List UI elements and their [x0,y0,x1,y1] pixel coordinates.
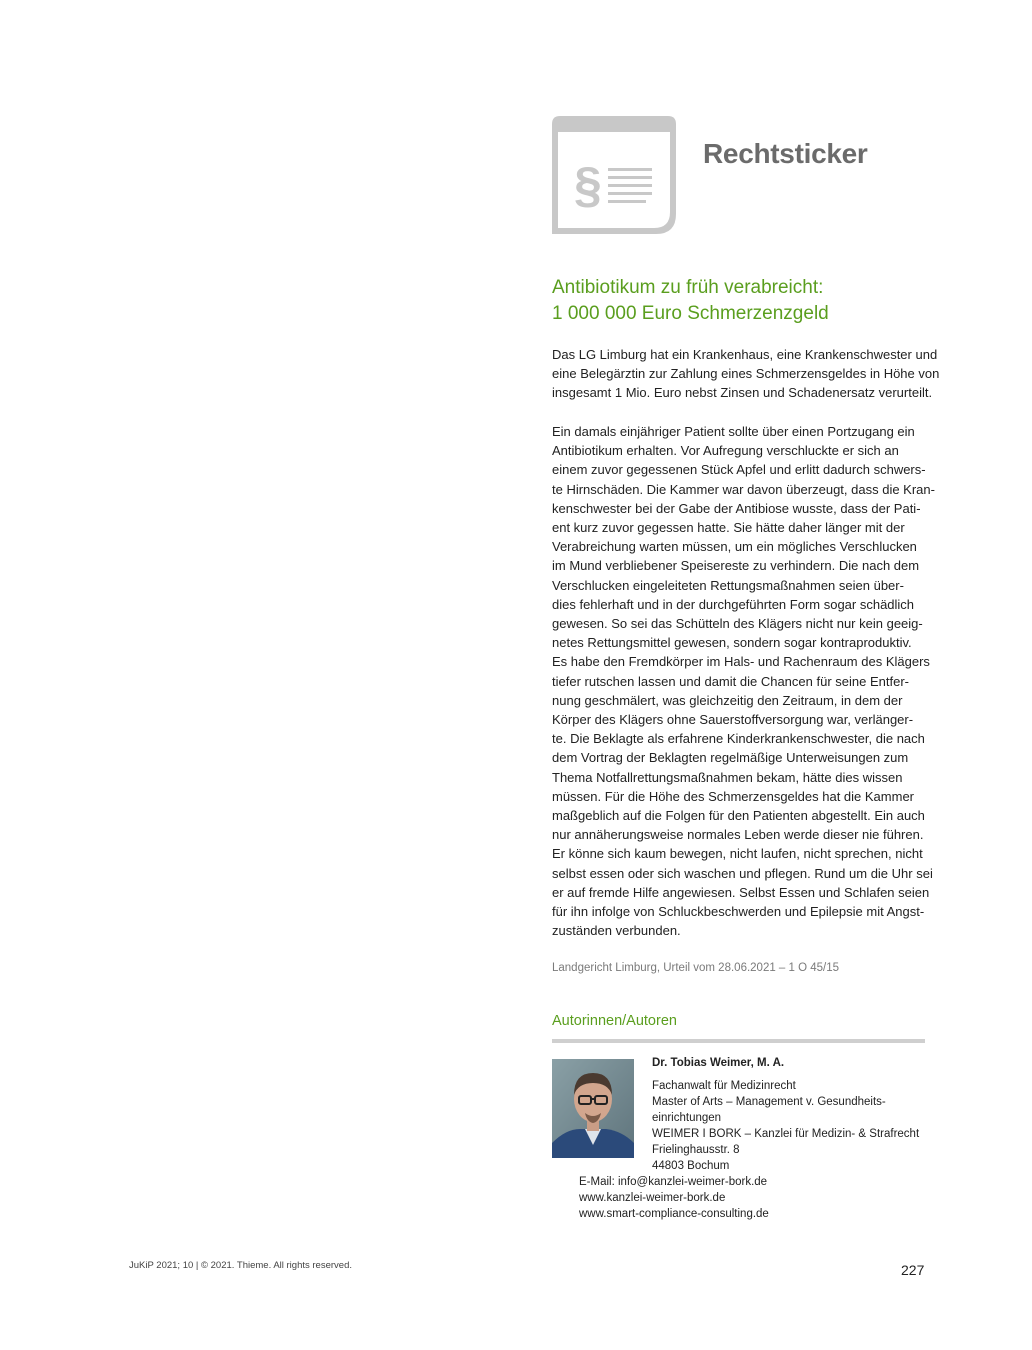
author-info-line: 44803 Bochum [652,1160,730,1172]
paragraph-line: kenschwester bei der Gabe der Antibiose wusste, dass der Pati- [552,500,921,516]
authors-divider [552,1039,925,1043]
paragraph-line: ent kurz zuvor gegessen hatte. Sie hätte daher länger mit der [552,520,905,536]
article-paragraph-body [552,422,935,940]
paragraph-line: für ihn infolge von Schluckbeschwerden und Epilepsie mit Angst- [552,904,925,920]
author-name: Dr. Tobias Weimer, M. A. [652,1057,785,1069]
article-paragraph-intro [552,345,940,403]
author-info-line: Frielinghausstr. 8 [652,1144,740,1156]
paragraph-line: Das LG Limburg hat ein Krankenhaus, eine Krankenschwester und [552,347,938,362]
authors-heading: Autorinnen/Autoren [552,1013,677,1029]
paragraph-line: nur annäherungsweise normales Leben werde dieser nie führen. [552,827,924,843]
author-info-line: Fachanwalt für Medizinrecht [652,1080,796,1092]
author-info-line: Master of Arts – Management v. Gesundheits- [652,1096,886,1108]
author-info [652,1078,919,1174]
paragraph-line: dies fehlerhaft und in der durchgeführten Form sogar schädlich [552,596,915,612]
paragraph-line: Ein damals einjähriger Patient sollte über einen Portzugang ein [552,424,915,439]
author-contact-line: E-Mail: info@kanzlei-weimer-bork.de [579,1176,768,1188]
paragraph-line: Verschlucken eingeleiteten Rettungsmaßnahmen seien über- [552,577,904,593]
headline-line: Antibiotikum zu früh verabreicht: [552,277,824,298]
paragraph-line: Er könne sich kaum bewegen, nicht laufen, nicht sprechen, nicht [552,846,923,862]
page-number: 227 [901,1262,925,1278]
author-contact-line: www.kanzlei-weimer-bork.de [579,1192,726,1204]
paragraph-line: Es habe den Fremdkörper im Hals- und Rachenraum des Klägers [552,654,930,670]
paragraph-line: Körper des Klägers ohne Sauerstoffversorgung war, verlänger- [552,712,914,728]
paragraph-line: te. Die Beklagte als erfahrene Kinderkrankenschwester, die nach [552,731,925,747]
paragraph-line: dem Vortrag der Beklagten regelmäßige Unterweisungen zum [552,750,909,766]
section-title: Rechtsticker [703,138,868,169]
paragraph-line: Thema Notfallrettungsmaßnahmen bekam, hätte dies wissen [552,769,903,785]
article-headline [552,275,932,327]
paragraph-line: te Hirnschäden. Die Kammer war davon überzeugt, dass die Kran- [552,481,935,497]
paragraph-line: müssen. Für die Höhe des Schmerzensgeldes hat die Kammer [552,788,915,804]
paragraph-line: im Mund verbliebener Speisereste zu verhindern. Die nach dem [552,558,920,574]
paragraph-line: zuständen verbunden. [552,923,681,939]
author-info-line: einrichtungen [652,1112,722,1124]
author-info-line: WEIMER I BORK – Kanzlei für Medizin- & Strafrecht [652,1128,920,1140]
court-citation: Landgericht Limburg, Urteil vom 28.06.2021 – 1 O 45/15 [552,962,840,974]
paragraph-line: tiefer rutschen lassen und damit die Chancen für seine Entfer- [552,673,909,689]
paragraph-line: gewesen. So sei das Schütteln des Klägers nicht nur kein geeig- [552,616,923,632]
paragraph-line: Antibiotikum erhalten. Vor Aufregung verschluckte er sich an [552,443,899,459]
paragraph-symbol: § [574,157,602,213]
author-contact-line: www.smart-compliance-consulting.de [579,1208,769,1220]
paragraph-line: eine Belegärztin zur Zahlung eines Schmerzensgeldes in Höhe von [552,366,940,382]
paragraph-line: nung geschmälert, was gleichzeitig den Zeitraum, in dem der [552,692,903,708]
paragraph-line: einem zuvor gegessenen Stück Apfel und erlitt dadurch schwers- [552,462,926,478]
paragraph-line: netes Rettungsmittel gewesen, sondern sogar kontraproduktiv. [552,635,912,651]
paragraph-line: er auf fremde Hilfe angewiesen. Selbst Essen und Schlafen seien [552,884,930,900]
footer-journal-info: JuKiP 2021; 10 | © 2021. Thieme. All rights reserved. [129,1260,352,1271]
paragraph-line: insgesamt 1 Mio. Euro nebst Zinsen und Schadenersatz verurteilt. [552,385,933,401]
law-document-icon [552,116,676,234]
author-photo [552,1059,634,1158]
headline-line: 1 000 000 Euro Schmerzenzgeld [552,303,829,324]
author-contact [579,1174,769,1222]
paragraph-line: selbst essen oder sich waschen und pflegen. Rund um die Uhr sei [552,865,933,881]
paragraph-line: maßgeblich auf die Folgen für den Patienten abgestellt. Ein auch [552,808,925,824]
paragraph-line: Verabreichung warten müssen, um ein mögliches Verschlucken [552,539,917,555]
